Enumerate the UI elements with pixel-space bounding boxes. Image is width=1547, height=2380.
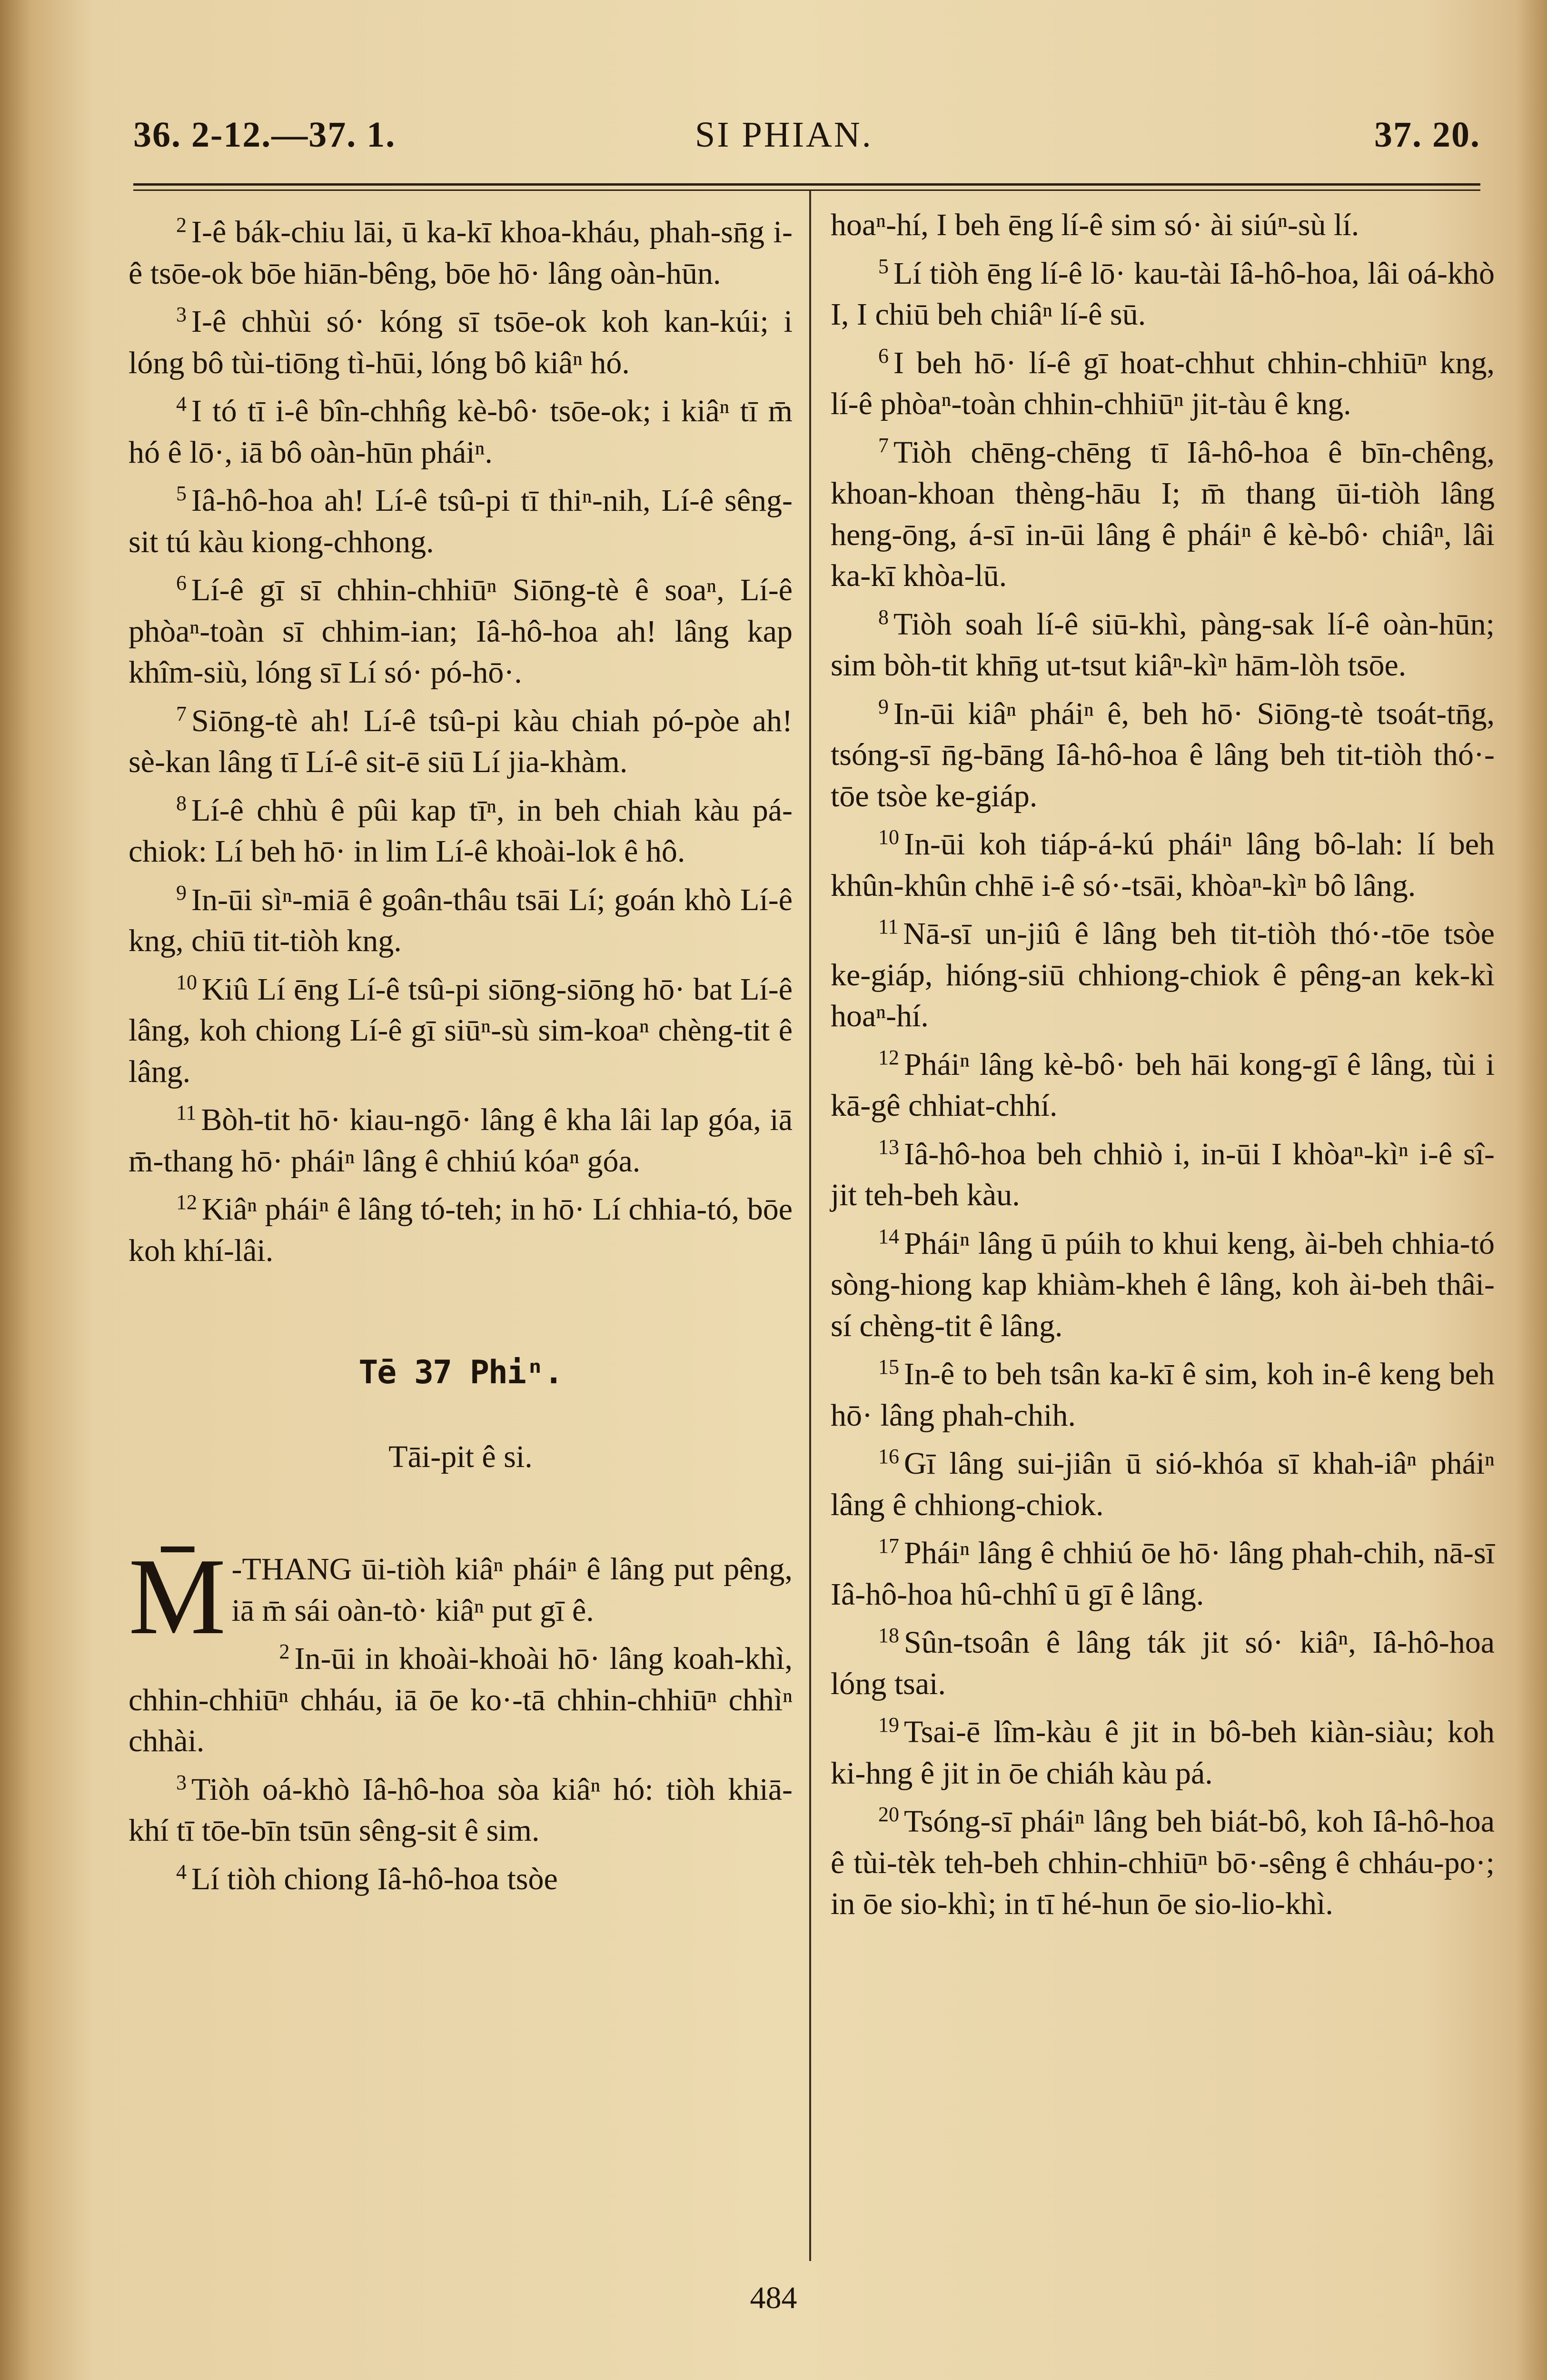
verse-number: 10 (878, 825, 899, 849)
right-column (831, 205, 1495, 1925)
verse-number: 4 (176, 1860, 187, 1884)
verse (831, 1127, 1495, 1216)
verse (129, 1631, 793, 1762)
verse-number: 8 (878, 605, 889, 629)
verse (831, 1615, 1495, 1705)
verse (129, 1762, 793, 1852)
left-verses-before (129, 205, 793, 1271)
verse (831, 906, 1495, 1037)
verse (831, 1705, 1495, 1794)
verse-number: 17 (878, 1534, 899, 1557)
verse-text: In-ūi sìⁿ-miā ê goân-thâu tsāi Lí; goán khò Lí-ê kng, chiū tit-tiòh kng. (129, 882, 793, 958)
header-right-reference: 37. 20. (1374, 115, 1480, 155)
drop-cap: M̄ (129, 1536, 226, 1657)
header-left-reference: 36. 2-12.—37. 1. (133, 115, 396, 155)
verse-number: 11 (878, 915, 899, 938)
verse (831, 1436, 1495, 1526)
verse (129, 473, 793, 563)
verse-text: Pháiⁿ lâng kè-bô· beh hāi kong-gī ê lâng, tùi i kā-gê chhiat-chhí. (831, 1047, 1495, 1123)
verse (831, 1216, 1495, 1347)
verse (831, 597, 1495, 686)
verse-text: Iâ-hô-hoa ah! Lí-ê tsû-pi tī thiⁿ-nih, Lí-ê sêng-sit tú kàu kiong-chhong. (129, 483, 793, 559)
verse-text: I-ê chhùi só· kóng sī tsōe-ok koh kan-kúi; i lóng bô tùi-tiōng tì-hūi, lóng bô kiâⁿ hó. (129, 304, 793, 380)
verse-text: In-ê to beh tsân ka-kī ê sim, koh in-ê keng beh hō· lâng phah-chih. (831, 1357, 1495, 1433)
verse-number: 8 (176, 791, 187, 815)
verse-number: 19 (878, 1713, 899, 1736)
verse-number: 18 (878, 1624, 899, 1647)
verse (129, 205, 793, 294)
verse-text: Iâ-hô-hoa beh chhiò i, in-ūi I khòaⁿ-kìⁿ i-ê sî-jit teh-beh kàu. (831, 1136, 1495, 1212)
verse (129, 873, 793, 962)
verse (129, 962, 793, 1093)
verse-number: 6 (176, 571, 187, 595)
verse-text: Sûn-tsoân ê lâng ták jit só· kiâⁿ, Iâ-hô-hoa lóng tsai. (831, 1625, 1495, 1701)
verse-text: Lí-ê chhù ê pûi kap tīⁿ, in beh chiah kàu pá-chiok: Lí beh hō· in lim Lí-ê khoài-lok ê hô. (129, 793, 793, 869)
verse-number: 9 (878, 694, 889, 718)
column-divider (809, 190, 811, 2261)
verse-number: 9 (176, 881, 187, 904)
verse-text: In-ūi in khoài-khoài hō· lâng koah-khì, chhin-chhiūⁿ chháu, iā ōe ko·-tā chhin-chhiūⁿ chhìⁿ chhài. (129, 1641, 793, 1758)
verse (129, 694, 793, 783)
left-column (129, 205, 793, 1900)
verse-number: 14 (878, 1224, 899, 1248)
verse-1 (129, 1536, 793, 1657)
verse-text: I beh hō· lí-ê gī hoat-chhut chhin-chhiūⁿ kng, lí-ê phòaⁿ-toàn chhin-chhiūⁿ jit-tàu ê kng. (831, 345, 1495, 421)
verse-number: 20 (878, 1803, 899, 1826)
chapter-heading: Tē 37 Phiⁿ. (358, 1354, 563, 1391)
verse (831, 817, 1495, 906)
page-number: 484 (750, 2281, 797, 2315)
verse-number: 15 (878, 1355, 899, 1378)
verse-number: 11 (176, 1101, 197, 1124)
verse-text: I tó tī i-ê bîn-chhn̂g kè-bô· tsōe-ok; i kiâⁿ tī m̄ hó ê lō·, iā bô oàn-hūn pháiⁿ. (129, 394, 793, 470)
verse-number: 5 (176, 482, 187, 505)
verse (831, 246, 1495, 336)
verse-number: 2 (279, 1640, 290, 1663)
verse-1-text: -THANG ūi-tiòh kiâⁿ pháiⁿ ê lâng put pêng, iā m̄ sái oàn-tò· kiâⁿ put gī ê. (231, 1552, 793, 1628)
verse-number: 3 (176, 1770, 187, 1794)
verse-number: 12 (176, 1190, 197, 1214)
verse-text: Lí tiòh ēng lí-ê lō· kau-tài Iâ-hô-hoa, lâi oá-khò I, I chiū beh chiâⁿ lí-ê sū. (831, 256, 1495, 332)
verse (129, 294, 793, 384)
verse-number: 16 (878, 1445, 899, 1468)
header-rule (133, 183, 1480, 191)
verse-text: Tiòh oá-khò Iâ-hô-hoa sòa kiâⁿ hó: tiòh khiā-khí tī tōe-bīn tsūn sêng-sit ê sim. (129, 1772, 793, 1848)
verse-continuation: hoaⁿ-hí, I beh ēng lí-ê sim só· ài siúⁿ-sù lí. (831, 208, 1359, 242)
verse-text: Kiâⁿ pháiⁿ ê lâng tó-teh; in hō· Lí chhia-tó, bōe koh khí-lâi. (129, 1192, 793, 1268)
running-header (133, 114, 1480, 171)
verse-number: 7 (878, 433, 889, 457)
verse-text: Pháiⁿ lâng ū púih to khui keng, ài-beh chhia-tó sòng-hiong kap khiàm-kheh ê lâng, koh ài-beh thâi-sí chèng-tit ê lâng. (831, 1226, 1495, 1343)
verse-text: Lí-ê gī sī chhin-chhiūⁿ Siōng-tè ê soaⁿ, Lí-ê phòaⁿ-toàn sī chhim-ian; Iâ-hô-hoa ah! lâng kap khîm-siù, lóng sī Lí só· pó-hō·. (129, 573, 793, 690)
verse-number: 5 (878, 254, 889, 278)
verse (831, 336, 1495, 425)
verse (129, 563, 793, 694)
verse-number: 10 (176, 970, 197, 994)
verse (129, 1852, 793, 1900)
verse-text: Siōng-tè ah! Lí-ê tsû-pi kàu chiah pó-pòe ah! sè-kan lâng tī Lí-ê sit-ē siū Lí jia-khàm. (129, 703, 793, 779)
verse-number: 6 (878, 344, 889, 367)
verse-text: In-ūi kiâⁿ pháiⁿ ê, beh hō· Siōng-tè tsoát-tn̄g, tsóng-sī n̄g-bāng Iâ-hô-hoa ê lâng beh tit-tiòh thó·-tōe tsòe ke-giáp. (831, 696, 1495, 813)
verse-text: Tiòh chēng-chēng tī Iâ-hô-hoa ê bīn-chêng, khoan-khoan thèng-hāu I; m̄ thang ūi-tiòh lâng heng-ōng, á-sī in-ūi lâng ê pháiⁿ ê kè-bô· chiâⁿ, lâi ka-kī khòa-lū. (831, 435, 1495, 593)
header-book-title: SI PHIAN. (695, 115, 873, 155)
verse-text: Nā-sī un-jiû ê lâng beh tit-tiòh thó·-tōe tsòe ke-giáp, hióng-siū chhiong-chiok ê pêng-an kek-kì hoaⁿ-hí. (831, 916, 1495, 1033)
verse-number: 7 (176, 702, 187, 725)
verse-number: 2 (176, 213, 187, 237)
verse (129, 1182, 793, 1271)
verse (129, 1092, 793, 1182)
verse-number: 12 (878, 1045, 899, 1069)
verse-text: Pháiⁿ lâng ê chhiú ōe hō· lâng phah-chih, nā-sī Iâ-hô-hoa hû-chhî ū gī ê lâng. (831, 1536, 1495, 1612)
verse (831, 686, 1495, 817)
verse-number: 13 (878, 1135, 899, 1159)
verse-text: I-ê bák-chiu lāi, ū ka-kī khoa-kháu, phah-sn̄g i-ê tsōe-ok bōe hiān-bêng, bōe hō· lâng oàn-hūn. (129, 215, 793, 291)
verse-number: 3 (176, 303, 187, 326)
verse (831, 1794, 1495, 1925)
verse-text: In-ūi koh tiáp-á-kú pháiⁿ lâng bô-lah: lí beh khûn-khûn chhē i-ê só·-tsāi, khòaⁿ-kìⁿ bô lâng. (831, 827, 1495, 903)
verse (831, 1037, 1495, 1127)
verse-text: Tsai-ē lîm-kàu ê jit in bô-beh kiàn-siàu; koh ki-hng ê jit in ōe chiáh kàu pá. (831, 1715, 1495, 1791)
verse (831, 425, 1495, 597)
verse (129, 783, 793, 873)
verse-text: Tiòh soah lí-ê siū-khì, pàng-sak lí-ê oàn-hūn; sim bòh-tit khn̄g ut-tsut kiâⁿ-kìⁿ hām-lòh tsōe. (831, 606, 1495, 683)
right-verses (831, 246, 1495, 1925)
verse-text: Bòh-tit hō· kiau-ngō· lâng ê kha lâi lap góa, iā m̄-thang hō· pháiⁿ lâng ê chhiú kóaⁿ góa. (129, 1102, 793, 1179)
verse (129, 384, 793, 473)
left-verses-after (129, 1631, 793, 1900)
verse (831, 1526, 1495, 1615)
verse-text: Lí tiòh chiong Iâ-hô-hoa tsòe (191, 1861, 558, 1896)
psalm-heading: Tāi-pit ê si. (388, 1439, 533, 1474)
verse (831, 1347, 1495, 1436)
verse-text: Kiû Lí ēng Lí-ê tsû-pi siōng-siōng hō· bat Lí-ê lâng, koh chiong Lí-ê gī siūⁿ-sù sim-koaⁿ chèng-tit ê lâng. (129, 972, 793, 1089)
verse-text: Gī lâng sui-jiân ū sió-khóa sī khah-iâⁿ pháiⁿ lâng ê chhiong-chiok. (831, 1446, 1495, 1522)
verse-number: 4 (176, 392, 187, 416)
verse-text: Tsóng-sī pháiⁿ lâng beh biát-bô, koh Iâ-hô-hoa ê tùi-tèk teh-beh chhin-chhiūⁿ bō·-sêng ê chháu-po·; in ōe sio-khì; in tī hé-hun ōe sio-lio-khì. (831, 1804, 1495, 1921)
